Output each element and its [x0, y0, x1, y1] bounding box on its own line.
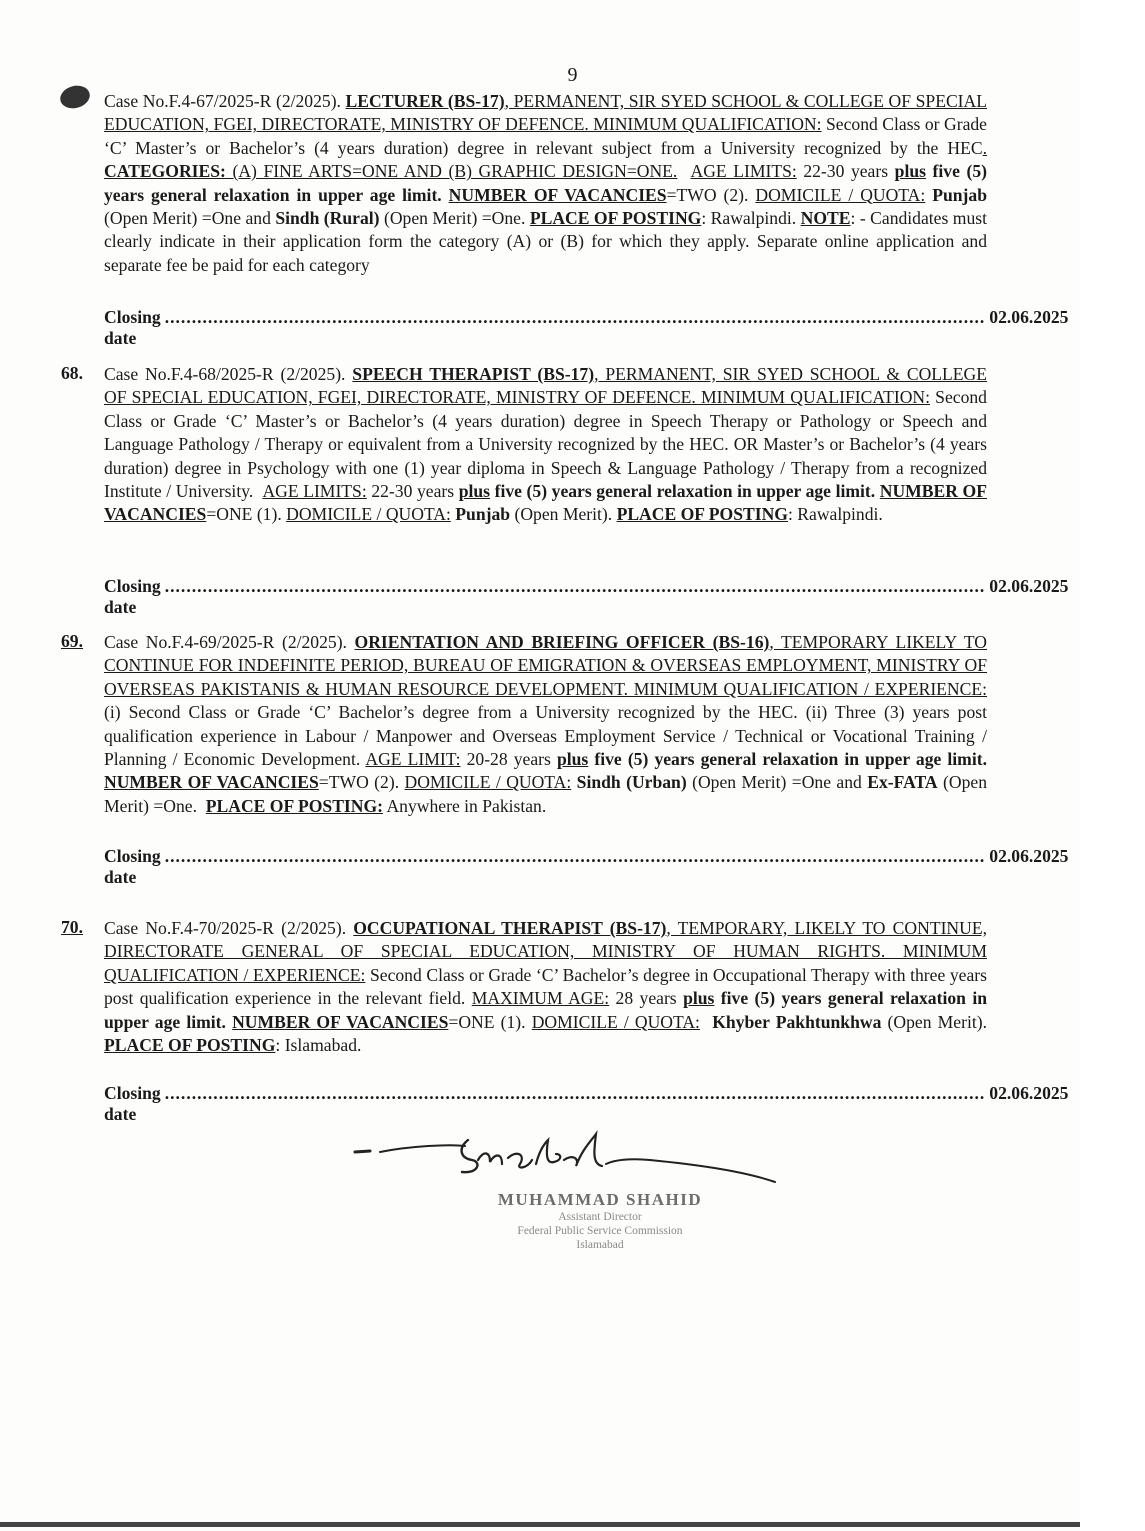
leader-dots: ........................................................................................................................................................	[164, 576, 986, 596]
closing-date-row-69	[104, 846, 1069, 888]
case-entry-70: Case No.F.4-70/2025-R (2/2025). OCCUPATIONAL THERAPIST (BS-17), TEMPORARY, LIKELY TO CONTINUE, DIRECTORATE GENERAL OF SPECIAL EDUCATION, MINISTRY OF HUMAN RIGHTS. MINIMUM QUALIFICATION / EXPERIENCE: Second Class or Grade ‘C’ Bachelor’s degree in Occupational Therapy with three years post qualification experience in the relevant field. MAXIMUM AGE: 28 years plus five (5) years general relaxation in upper age limit. NUMBER OF VACANCIES=ONE (1). DOMICILE / QUOTA: Khyber Pakhtunkhwa (Open Merit). PLACE OF POSTING: Islamabad.	[104, 918, 987, 1056]
closing-date-label: Closing date	[104, 846, 161, 887]
case-entry-67: Case No.F.4-67/2025-R (2/2025). LECTURER (BS-17), PERMANENT, SIR SYED SCHOOL & COLLEGE OF SPECIAL EDUCATION, FGEI, DIRECTORATE, MINISTRY OF DEFENCE. MINIMUM QUALIFICATION: Second Class or Grade ‘C’ Master’s or Bachelor’s (4 years duration) degree in relevant subject from a University recognized by the HEC. CATEGORIES: (A) FINE ARTS=ONE AND (B) GRAPHIC DESIGN=ONE. AGE LIMITS: 22-30 years plus five (5) years general relaxation in upper age limit. NUMBER OF VACANCIES=TWO (2). DOMICILE / QUOTA: Punjab (Open Merit) =One and Sindh (Rural) (Open Merit) =One. PLACE OF POSTING: Rawalpindi. NOTE: - Candidates must clearly indicate in their application form the category (A) or (B) for which they apply. Separate online application and separate fee be paid for each category	[104, 91, 987, 275]
signatory-title: Assistant Director	[558, 1211, 642, 1223]
entry-number-68: 68.	[61, 363, 83, 383]
closing-date-row-70	[104, 1083, 1069, 1125]
closing-date-value: 02.06.2025	[989, 576, 1069, 596]
leader-dots: ........................................................................................................................................................	[164, 1083, 986, 1103]
entry-number-69: 69.	[61, 631, 83, 651]
page-number: 9	[567, 64, 578, 86]
case-entry-69: Case No.F.4-69/2025-R (2/2025). ORIENTATION AND BRIEFING OFFICER (BS-16), TEMPORARY LIKELY TO CONTINUE FOR INDEFINITE PERIOD, BUREAU OF EMIGRATION & OVERSEAS EMPLOYMENT, MINISTRY OF OVERSEAS PAKISTANIS & HUMAN RESOURCE DEVELOPMENT. MINIMUM QUALIFICATION / EXPERIENCE: (i) Second Class or Grade ‘C’ Bachelor’s degree from a University recognized by the HEC. (ii) Three (3) years post qualification experience in Labour / Manpower and Overseas Employment Service / Technical or Vocational Training / Planning / Economic Development. AGE LIMIT: 20-28 years plus five (5) years general relaxation in upper age limit. NUMBER OF VACANCIES=TWO (2). DOMICILE / QUOTA: Sindh (Urban) (Open Merit) =One and Ex-FATA (Open Merit) =One. PLACE OF POSTING: Anywhere in Pakistan.	[104, 632, 987, 816]
signatory-name: MUHAMMAD SHAHID	[497, 1190, 703, 1209]
signatory-organization: Federal Public Service Commission	[517, 1225, 683, 1237]
bottom-edge-rule	[0, 1522, 1080, 1527]
signatory-city: Islamabad	[576, 1239, 624, 1251]
closing-date-label: Closing date	[104, 1083, 161, 1124]
case-entry-68: Case No.F.4-68/2025-R (2/2025). SPEECH THERAPIST (BS-17), PERMANENT, SIR SYED SCHOOL & COLLEGE OF SPECIAL EDUCATION, FGEI, DIRECTORATE, MINISTRY OF DEFENCE. MINIMUM QUALIFICATION: Second Class or Grade ‘C’ Master’s or Bachelor’s (4 years duration) degree in Speech Therapy or Pathology or Speech and Language Pathology / Therapy or equivalent from a University recognized by the HEC. OR Master’s or Bachelor’s (4 years duration) degree in Psychology with one (1) year diploma in Speech & Language Pathology / Therapy from a recognized Institute / University. AGE LIMITS: 22-30 years plus five (5) years general relaxation in upper age limit. NUMBER OF VACANCIES=ONE (1). DOMICILE / QUOTA: Punjab (Open Merit). PLACE OF POSTING: Rawalpindi.	[104, 364, 987, 525]
closing-date-row-67	[104, 307, 1069, 349]
closing-date-row-68	[104, 576, 1069, 618]
closing-date-value: 02.06.2025	[989, 1083, 1069, 1103]
closing-date-value: 02.06.2025	[989, 307, 1069, 327]
closing-date-label: Closing date	[104, 576, 161, 617]
leader-dots: ........................................................................................................................................................	[164, 846, 986, 866]
closing-date-value: 02.06.2025	[989, 846, 1069, 866]
closing-date-label: Closing date	[104, 307, 161, 348]
entry-number-70: 70.	[61, 917, 83, 937]
signature-block	[420, 1190, 780, 1252]
leader-dots: ........................................................................................................................................................	[164, 307, 986, 327]
